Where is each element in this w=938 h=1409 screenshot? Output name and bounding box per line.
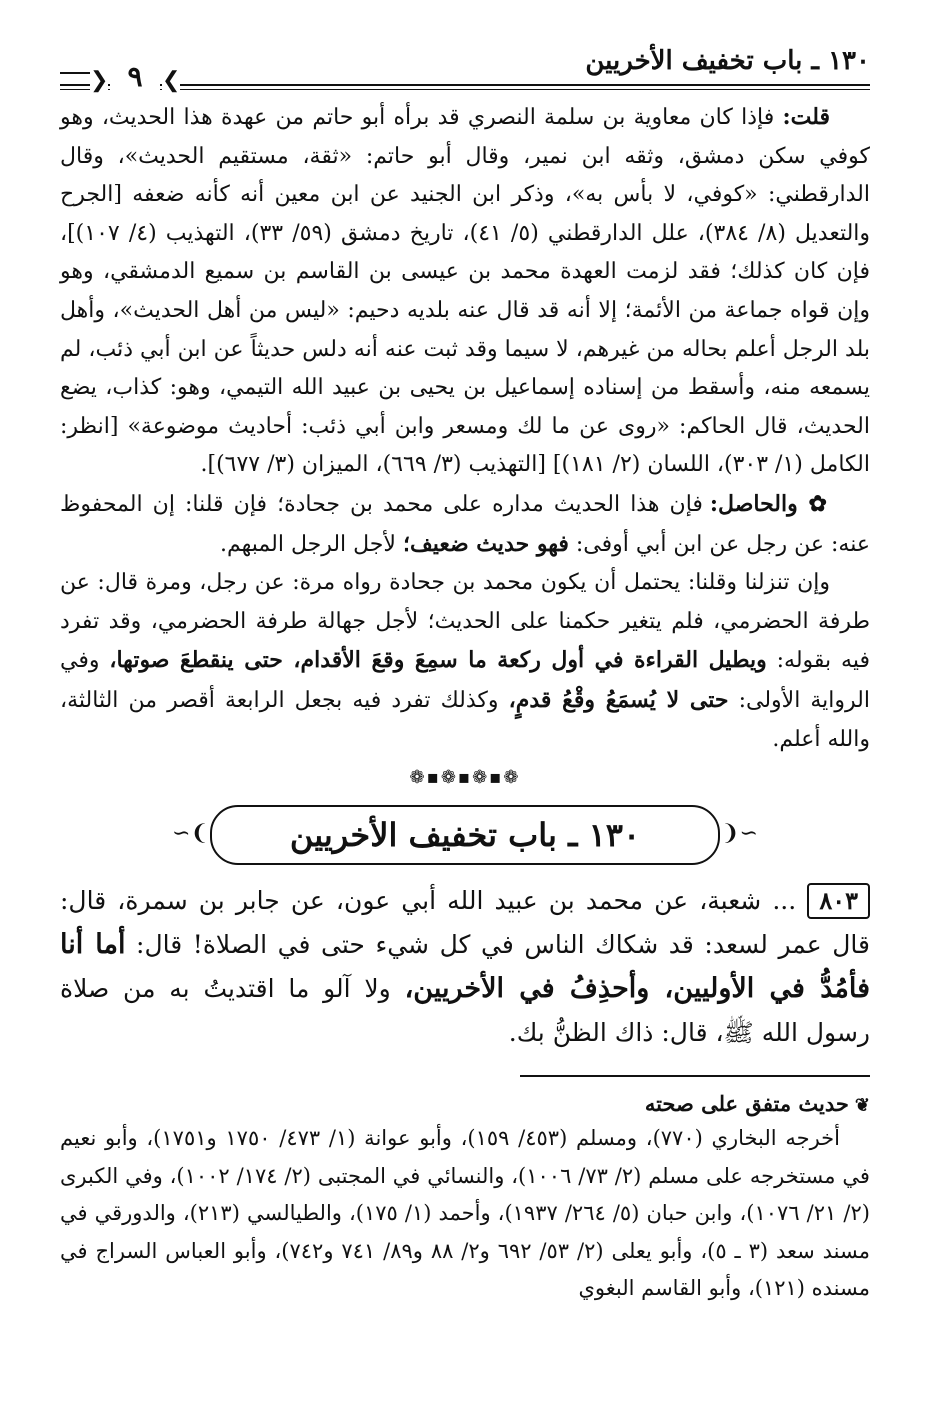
- chapter-heading: [60, 805, 870, 865]
- paragraph-3-bold-2: حتى لا يُسمَعُ وقْعُ قدمٍ،: [508, 686, 729, 713]
- paragraph-3-text-1: وإن تنزلنا وقلنا: يحتمل أن يكون محمد بن جحادة رواه مرة: عن رجل، ومرة قال: عن طرفة الحضرمي، فلم يتغير حكمنا على الحديث؛ لأجل جهالة طرفة الحضرمي، وقد تفرد فيه بقوله:: [60, 570, 870, 674]
- paragraph-2-text-1: فإن هذا الحديث مداره على محمد بن جحادة؛ فإن قلنا: إن المحفوظ عنه: عن رجل عن ابن أبي أوفى:: [60, 491, 870, 557]
- hadith-number: ٨٠٣: [807, 883, 870, 919]
- footnote-heading-text: حديث متفق على صحته: [644, 1091, 849, 1117]
- paragraph-3: [60, 564, 870, 759]
- footnote-heading: [60, 1091, 870, 1116]
- paragraph-2: [60, 485, 870, 564]
- section-divider-ornament: ❁▪❁▪❁▪❁: [409, 767, 521, 789]
- paragraph-2-text-2: لأجل الرجل المبهم.: [220, 531, 403, 557]
- footnote-separator: [520, 1075, 870, 1077]
- footnote-text: أخرجه البخاري (٧٧٠)، ومسلم (٤٥٣/ ١٥٩)، وأبو عوانة (١/ ٤٧٣/ ١٧٥٠ و١٧٥١)، وأبو نعيم في مستخرجه على مسلم (٢/ ٧٣/ ١٠٠٦)، والنسائي في المجتبى (٢/ ١٧٤/ ١٠٠٢)، وفي الكبرى (٢/ ٢١/ ١٠٧٦)، وابن حبان (٥/ ٢٦٤/ ١٩٣٧)، وأحمد (١/ ١٧٥)، والطيالسي (٢١٣)، والدورقي في مسند سعد (٣ ـ ٥)، وأبو يعلى (٢/ ٥٣/ ٦٩٢ و٢/ ٨٨ و٨٩/ ٧٤١ و٧٤٢)، وأبو العباس السراج في مسنده (١٢١)، وأبو القاسم البغوي: [60, 1126, 870, 1301]
- right-ornament-icon: ❯: [162, 68, 181, 93]
- hadith-text-1: ... شعبة، عن محمد بن عبيد الله أبي عون، عن جابر بن سمرة، قال: قال عمر لسعد: قد شكاك الناس في كل شيء حتى في الصلاة! قال:: [60, 886, 870, 960]
- chapter-right-ornament-icon: ∼❨: [721, 821, 758, 847]
- hadith-bold-1: أما أنا فأمُدُّ في الأوليين، وأحذِفُ في الأخريين،: [60, 929, 870, 1005]
- paragraph-2-bold-1: فهو حديث ضعيف؛: [402, 530, 569, 557]
- hadith-text: [60, 879, 870, 1055]
- left-ornament-icon: ❮: [90, 68, 109, 93]
- header-rule: [60, 84, 870, 86]
- page-number-ornament-lines: [60, 72, 90, 86]
- hadith-text-2: ولا آلو ما اقتديتُ به من صلاة رسول الله ﷺ، قال: ذاك الظنُّ بك.: [60, 974, 870, 1048]
- paragraph-2-lead: ✿ والحاصل:: [709, 490, 831, 517]
- page-header: [60, 40, 870, 98]
- paragraph-3-bold-1: ويطيل القراءة في أول ركعة ما سمِعَ وقعَ الأقدام، حتى ينقطعَ صوتها،: [109, 647, 767, 674]
- book-page: [60, 40, 870, 1308]
- page-number: ٩: [110, 60, 160, 93]
- paragraph-1: [60, 98, 870, 485]
- paragraph-3-text-3: وكذلك تفرد فيه بجعل الرابعة أقصر من الثالثة، والله أعلم.: [60, 687, 870, 752]
- chapter-frame: [210, 805, 720, 865]
- footnote-mark-icon: ❦: [854, 1095, 870, 1117]
- chapter-title: ١٣٠ ـ باب تخفيف الأخريين: [289, 816, 641, 855]
- paragraph-1-text: فإذا كان معاوية بن سلمة النصري قد برأه أبو حاتم من عهدة هذا الحديث، وهو كوفي سكن دمشق، وثقه ابن نمير، وقال أبو حاتم: «ثقة، مستقيم الحديث»، وقال الدارقطني: «كوفي، لا بأس به»، وذكر ابن الجنيد عن ابن معين أنه كأنه ضعفه [الجرح والتعديل (٨/ ٣٨٤)، علل الدارقطني (٥/ ٤١)، تاريخ دمشق (٥٩/ ٣٣)، التهذيب (٤/ ١٠٧)]، فإن كان كذلك؛ فقد لزمت العهدة محمد بن عيسى بن القاسم بن سميع الدمشقي، وهو وإن قواه جماعة من الأئمة؛ إلا أنه قد قال عنه بلديه دحيم: «ليس من أهل الحديث»، وأهل بلد الرجل أعلم بحاله من غيرهم، لا سيما وقد ثبت عنه أنه دلس حديثاً عن ابن أبي ذئب، لم يسمعه منه، وأسقط من إسناده إسماعيل بن يحيى بن عبيد الله التيمي، وهو: كذاب، يضع الحديث، قال الحاكم: «روى عن ما لك ومسعر وابن أبي ذئب: أحاديث موضوعة» [انظر: الكامل (١/ ٣٠٣)، اللسان (٢/ ١٨١)] [التهذيب (٣/ ٦٦٩)، الميزان (٣/ ٦٧٧)].: [60, 105, 871, 478]
- running-title: ١٣٠ ـ باب تخفيف الأخريين: [585, 46, 870, 76]
- header-rule-thin: [60, 89, 870, 90]
- paragraph-1-lead: قلت:: [782, 104, 830, 130]
- chapter-left-ornament-icon: ❩∼: [172, 821, 209, 847]
- paragraph-3-text-2: وفي الرواية الأولى:: [60, 648, 870, 713]
